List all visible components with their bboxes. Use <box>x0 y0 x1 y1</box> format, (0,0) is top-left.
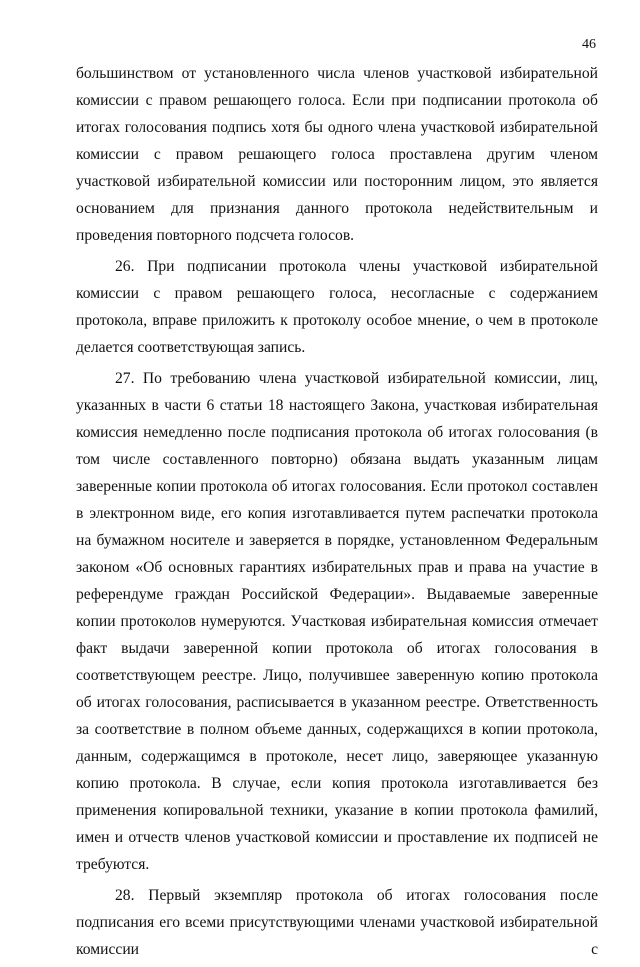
page-number: 46 <box>582 37 596 52</box>
paragraph-item-28: 28. Первый экземпляр протокола об итогах голосования после подписания его всеми присутствующими членами участковой избирательной комиссии с <box>76 887 598 958</box>
paragraph-item-26: 26. При подписании протокола члены участковой избирательной комиссии с правом решающего голоса, несогласные с содержанием протокола, вправе приложить к протоколу особое мнение, о чем в протоколе делается соответствующая запись. <box>76 258 598 356</box>
document-body <box>76 60 598 967</box>
paragraph-continuation: большинством от установленного числа членов участковой избирательной комиссии с правом решающего голоса. Если при подписании протокола об итогах голосования подпись хотя бы одного члена участковой избирательной комиссии с правом решающего голоса проставлена другим членом участковой избирательной комиссии или посторонним лицом, это является основанием для признания данного протокола недействительным и проведения повторного подсчета голосов. <box>76 65 598 244</box>
paragraph-item-27: 27. По требованию члена участковой избирательной комиссии, лиц, указанных в части 6 статьи 18 настоящего Закона, участковая избирательная комиссия немедленно после подписания протокола об итогах голосования (в том числе составленного повторно) обязана выдать указанным лицам заверенные копии протокола об итогах голосования. Если протокол составлен в электронном виде, его копия изготавливается путем распечатки протокола на бумажном носителе и заверяется в порядке, установленном Федеральным законом «Об основных гарантиях избирательных прав и права на участие в референдуме граждан Российской Федерации». Выдаваемые заверенные копии протоколов нумеруются. Участковая избирательная комиссия отмечает факт выдачи заверенной копии протокола об итогах голосования в соответствующем реестре. Лицо, получившее заверенную копию протокола об итогах голосования, расписывается в указанном реестре. Ответственность за соответствие в полном объеме данных, содержащихся в копии протокола, данным, содержащимся в протоколе, несет лицо, заверяющее указанную копию протокола. В случае, если копия протокола изготавливается без применения копировальной техники, указание в копии протокола фамилий, имен и отчеств членов участковой комиссии и проставление их подписей не требуются. <box>76 370 598 873</box>
